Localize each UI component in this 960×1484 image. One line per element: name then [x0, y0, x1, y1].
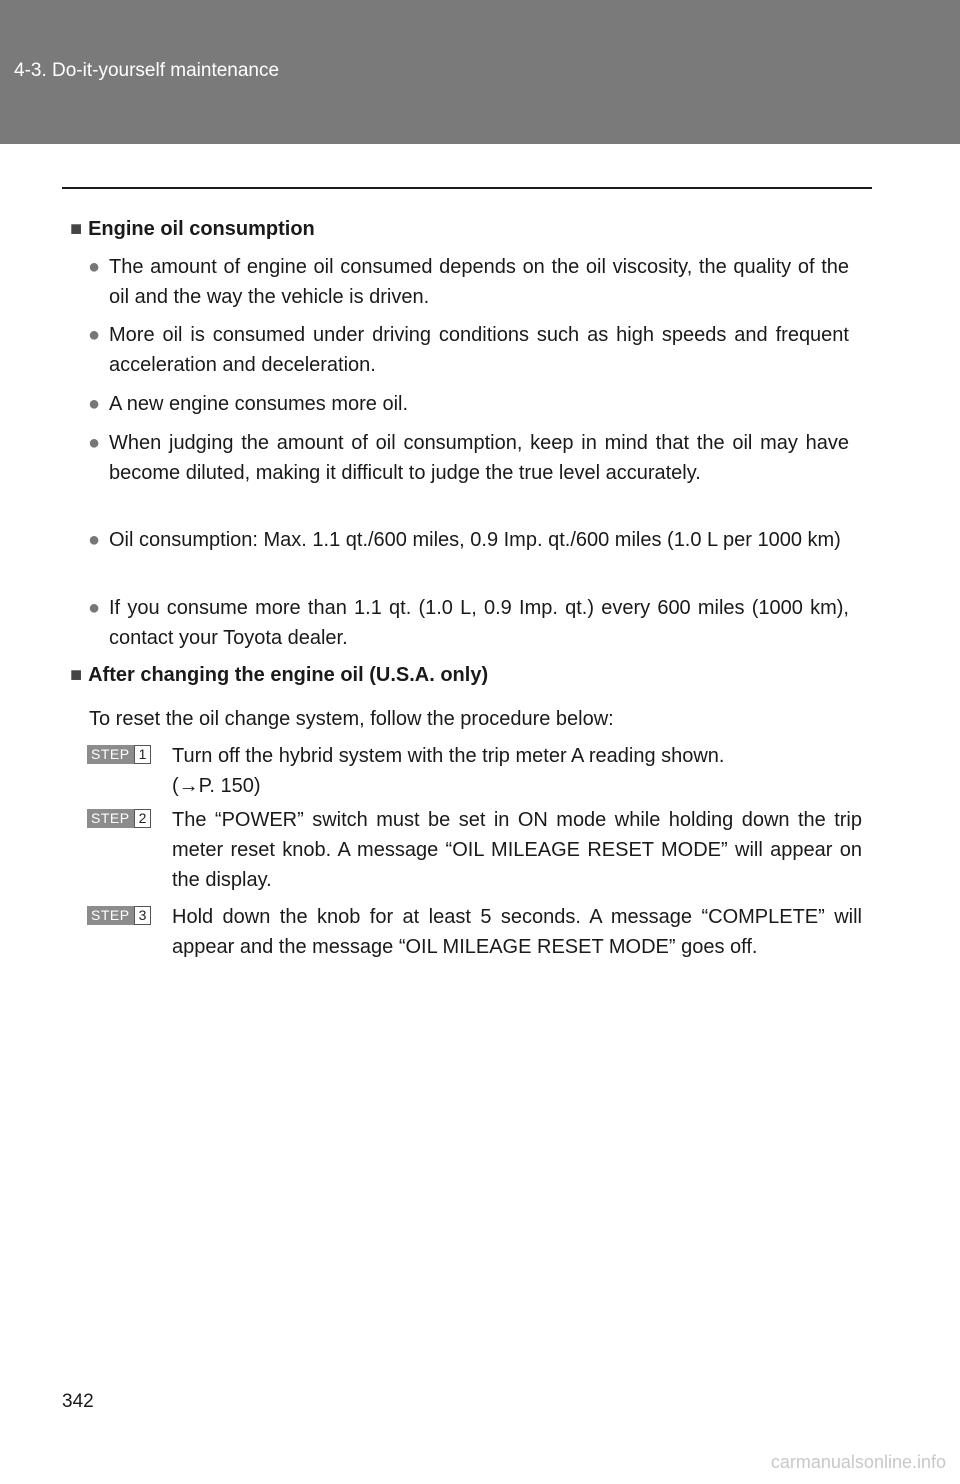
divider-rule	[62, 187, 872, 189]
bullet-item: ● If you consume more than 1.1 qt. (1.0 L, 0.9 Imp. qt.) every 600 miles (1000 km), contact your Toyota dealer.	[88, 593, 849, 653]
bullet-item: ● When judging the amount of oil consumption, keep in mind that the oil may have become diluted, making it difficult to judge the true level accurately.	[88, 428, 849, 488]
bullet-item: ● Oil consumption: Max. 1.1 qt./600 miles, 0.9 Imp. qt./600 miles (1.0 L per 1000 km)	[88, 525, 849, 555]
square-bullet-icon: ■	[70, 664, 83, 686]
bullet-item: ● More oil is consumed under driving conditions such as high speeds and frequent acceleration and deceleration.	[88, 320, 849, 380]
page-number: 342	[62, 1391, 94, 1412]
circle-bullet-icon: ●	[88, 432, 101, 454]
step-3: STEP 3 Hold down the knob for at least 5 seconds. A message “COMPLETE” will appear and the message “OIL MILEAGE RESET MODE” goes off.	[87, 902, 862, 962]
step-badge: STEP 1	[87, 745, 151, 764]
circle-bullet-icon: ●	[88, 393, 101, 415]
heading-engine-oil-consumption: ■ Engine oil consumption	[70, 218, 315, 240]
section-title: 4-3. Do-it-yourself maintenance	[14, 60, 280, 81]
circle-bullet-icon: ●	[88, 324, 101, 346]
bullet-item: ● The amount of engine oil consumed depends on the oil viscosity, the quality of the oil and the way the vehicle is driven.	[88, 252, 849, 312]
heading-after-changing-oil: ■ After changing the engine oil (U.S.A. only)	[70, 664, 489, 686]
circle-bullet-icon: ●	[88, 597, 101, 619]
step-1	[87, 741, 862, 801]
step-1-page-ref: (→P. 150)	[172, 775, 261, 797]
bullet-item: ● A new engine consumes more oil.	[88, 389, 849, 419]
circle-bullet-icon: ●	[88, 256, 101, 278]
step-badge: STEP 3	[87, 906, 151, 925]
circle-bullet-icon: ●	[88, 529, 101, 551]
step-badge: STEP 2	[87, 809, 151, 828]
procedure-intro: To reset the oil change system, follow the procedure below:	[89, 708, 614, 730]
square-bullet-icon: ■	[70, 218, 83, 240]
watermark: carmanualsonline.info	[770, 1452, 946, 1472]
step-1-line-1: Turn off the hybrid system with the trip meter A reading shown.	[172, 745, 725, 767]
step-2: STEP 2 The “POWER” switch must be set in ON mode while holding down the trip meter reset knob. A message “OIL MILEAGE RESET MODE” will appear on the display.	[87, 805, 862, 895]
